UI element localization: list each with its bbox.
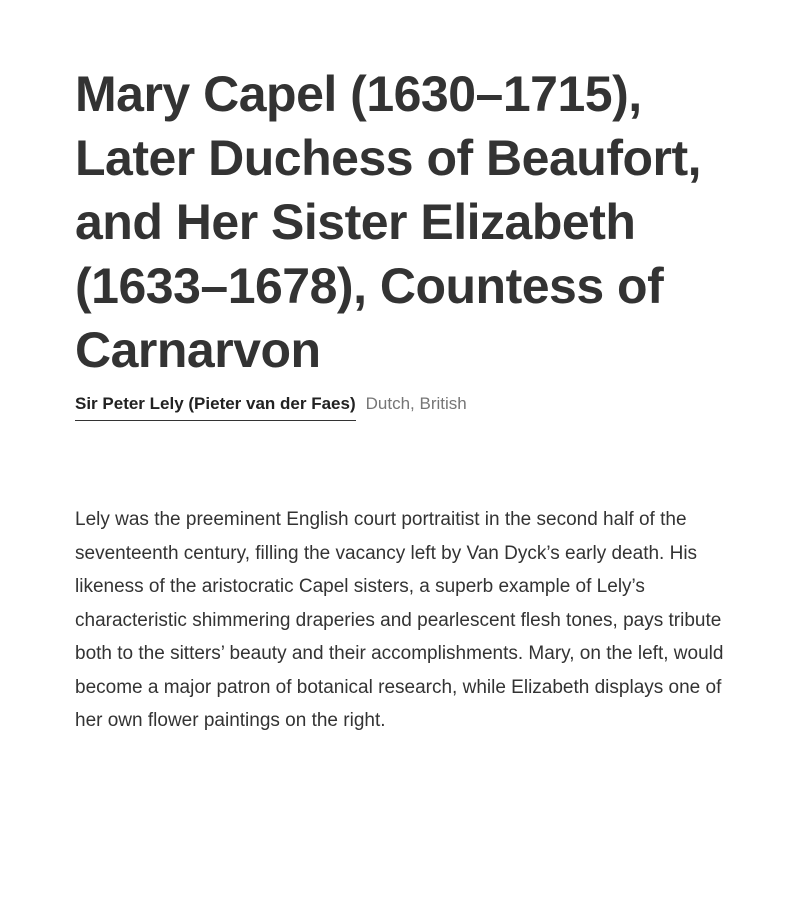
artist-byline [75, 393, 735, 421]
artwork-header [75, 62, 735, 738]
artist-name-link[interactable]: Sir Peter Lely (Pieter van der Faes) [75, 393, 356, 421]
artwork-description: Lely was the preeminent English court portraitist in the second half of the seventeenth century, filling the vacancy left by Van Dyck’s early death. His likeness of the aristocratic Capel sisters, a superb example of Lely’s characteristic shimmering draperies and pearlescent flesh tones, pays tribute both to the sitters’ beauty and their accomplishments. Mary, on the left, would become a major patron of botanical research, while Elizabeth displays one of her own flower paintings on the right. [75, 509, 724, 731]
artwork-title: Mary Capel (1630–1715), Later Duchess of Beaufort, and Her Sister Elizabeth (1633–1678), Countess of Carnarvon [75, 66, 702, 378]
artist-nationality: Dutch, British [365, 394, 467, 413]
